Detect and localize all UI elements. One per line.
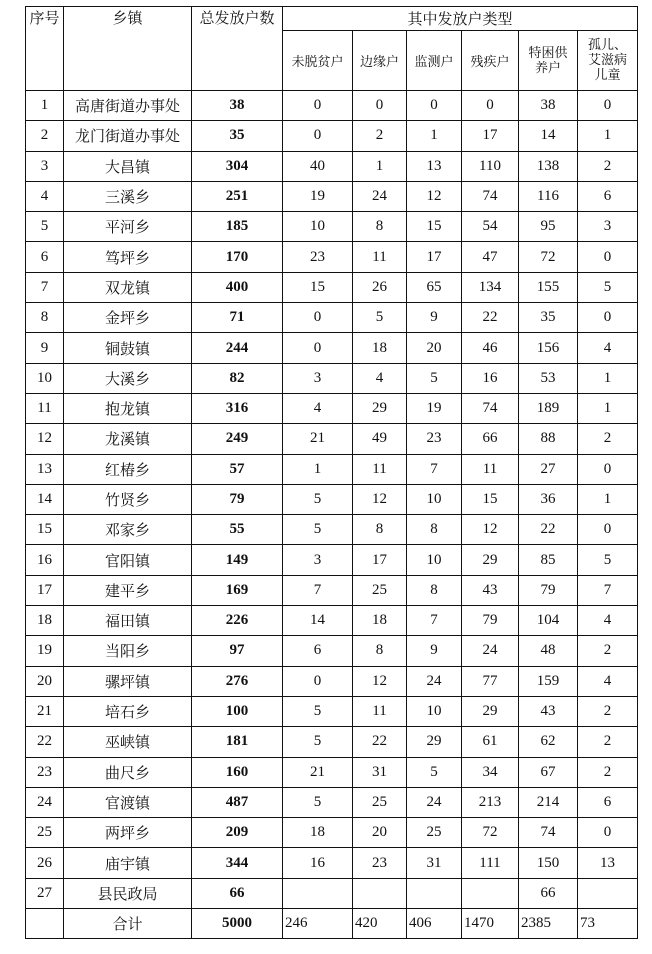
type-orphan-aids-children-cell: 1	[578, 121, 638, 151]
type-disabled-cell: 29	[462, 545, 519, 575]
header-index: 序号	[26, 7, 64, 91]
total-households-cell: 79	[192, 484, 283, 514]
table-row	[26, 454, 638, 484]
row-index-cell: 21	[26, 696, 64, 726]
header-type-group: 其中发放户类型	[283, 7, 638, 31]
type-disabled-cell: 79	[462, 606, 519, 636]
row-index-cell: 9	[26, 333, 64, 363]
township-name-cell: 官阳镇	[64, 545, 192, 575]
township-name-cell: 官渡镇	[64, 787, 192, 817]
summary-type-extreme-poverty: 2385	[519, 909, 578, 939]
total-households-cell: 100	[192, 696, 283, 726]
type-monitored-cell: 19	[407, 393, 462, 423]
row-index-cell: 22	[26, 727, 64, 757]
total-households-cell: 276	[192, 666, 283, 696]
township-name-cell: 大溪乡	[64, 363, 192, 393]
table-row	[26, 272, 638, 302]
type-orphan-aids-children-cell: 4	[578, 666, 638, 696]
table-row	[26, 91, 638, 121]
township-name-cell: 当阳乡	[64, 636, 192, 666]
total-households-cell: 181	[192, 727, 283, 757]
type-disabled-cell: 72	[462, 818, 519, 848]
type-orphan-aids-children-cell: 0	[578, 454, 638, 484]
type-unlifted-cell: 0	[283, 333, 353, 363]
total-households-cell: 38	[192, 91, 283, 121]
type-extreme-poverty-cell: 48	[519, 636, 578, 666]
table-row	[26, 696, 638, 726]
township-name-cell: 平河乡	[64, 212, 192, 242]
type-monitored-cell	[407, 878, 462, 908]
table-row	[26, 727, 638, 757]
row-index-cell: 20	[26, 666, 64, 696]
type-marginal-cell: 12	[353, 666, 407, 696]
type-disabled-cell: 110	[462, 151, 519, 181]
type-disabled-cell: 54	[462, 212, 519, 242]
type-extreme-poverty-cell: 66	[519, 878, 578, 908]
total-households-cell: 35	[192, 121, 283, 151]
type-orphan-aids-children-cell: 13	[578, 848, 638, 878]
type-marginal-cell: 25	[353, 787, 407, 817]
type-marginal-cell: 23	[353, 848, 407, 878]
type-orphan-aids-children-cell: 2	[578, 757, 638, 787]
total-households-cell: 55	[192, 515, 283, 545]
total-households-cell: 185	[192, 212, 283, 242]
header-type-marginal: 边缘户	[353, 31, 407, 91]
type-orphan-aids-children-cell: 1	[578, 484, 638, 514]
total-households-cell: 66	[192, 878, 283, 908]
type-monitored-cell: 23	[407, 424, 462, 454]
type-monitored-cell: 31	[407, 848, 462, 878]
type-extreme-poverty-cell: 74	[519, 818, 578, 848]
type-orphan-aids-children-cell: 6	[578, 181, 638, 211]
type-monitored-cell: 29	[407, 727, 462, 757]
type-orphan-aids-children-cell: 2	[578, 636, 638, 666]
table-row	[26, 181, 638, 211]
total-households-cell: 170	[192, 242, 283, 272]
row-index-cell: 14	[26, 484, 64, 514]
township-name-cell: 骡坪镇	[64, 666, 192, 696]
row-index-cell: 8	[26, 303, 64, 333]
type-monitored-cell: 24	[407, 666, 462, 696]
row-index-cell: 19	[26, 636, 64, 666]
table-row	[26, 636, 638, 666]
type-marginal-cell: 49	[353, 424, 407, 454]
row-index-cell: 13	[26, 454, 64, 484]
table-row	[26, 606, 638, 636]
type-marginal-cell: 29	[353, 393, 407, 423]
type-disabled-cell: 47	[462, 242, 519, 272]
type-marginal-cell: 20	[353, 818, 407, 848]
type-disabled-cell: 16	[462, 363, 519, 393]
row-index-cell: 24	[26, 787, 64, 817]
header-township: 乡镇	[64, 7, 192, 91]
row-index-cell: 5	[26, 212, 64, 242]
township-name-cell: 金坪乡	[64, 303, 192, 333]
table-row	[26, 878, 638, 908]
type-unlifted-cell: 6	[283, 636, 353, 666]
type-disabled-cell: 213	[462, 787, 519, 817]
type-marginal-cell: 4	[353, 363, 407, 393]
type-disabled-cell: 15	[462, 484, 519, 514]
type-extreme-poverty-cell: 104	[519, 606, 578, 636]
type-extreme-poverty-cell: 88	[519, 424, 578, 454]
type-extreme-poverty-cell: 116	[519, 181, 578, 211]
type-marginal-cell: 11	[353, 454, 407, 484]
type-monitored-cell: 1	[407, 121, 462, 151]
row-index-cell: 18	[26, 606, 64, 636]
township-name-cell: 建平乡	[64, 575, 192, 605]
type-extreme-poverty-cell: 189	[519, 393, 578, 423]
type-orphan-aids-children-cell: 2	[578, 696, 638, 726]
type-marginal-cell: 5	[353, 303, 407, 333]
township-name-cell: 福田镇	[64, 606, 192, 636]
type-marginal-cell: 8	[353, 636, 407, 666]
township-name-cell: 笃坪乡	[64, 242, 192, 272]
type-extreme-poverty-cell: 85	[519, 545, 578, 575]
type-disabled-cell: 34	[462, 757, 519, 787]
type-extreme-poverty-cell: 14	[519, 121, 578, 151]
type-extreme-poverty-cell: 156	[519, 333, 578, 363]
total-households-cell: 344	[192, 848, 283, 878]
type-unlifted-cell: 14	[283, 606, 353, 636]
type-marginal-cell: 2	[353, 121, 407, 151]
type-marginal-cell: 11	[353, 242, 407, 272]
table-row	[26, 333, 638, 363]
type-monitored-cell: 8	[407, 515, 462, 545]
type-disabled-cell: 74	[462, 393, 519, 423]
type-monitored-cell: 24	[407, 787, 462, 817]
type-unlifted-cell: 0	[283, 91, 353, 121]
type-extreme-poverty-cell: 72	[519, 242, 578, 272]
table-row	[26, 787, 638, 817]
summary-type-marginal: 420	[353, 909, 407, 939]
type-extreme-poverty-cell: 67	[519, 757, 578, 787]
type-extreme-poverty-cell: 155	[519, 272, 578, 302]
row-index-cell: 12	[26, 424, 64, 454]
type-marginal-cell: 11	[353, 696, 407, 726]
type-unlifted-cell: 1	[283, 454, 353, 484]
type-marginal-cell: 18	[353, 606, 407, 636]
type-orphan-aids-children-cell: 1	[578, 363, 638, 393]
table-row	[26, 151, 638, 181]
type-monitored-cell: 15	[407, 212, 462, 242]
type-monitored-cell: 25	[407, 818, 462, 848]
header-total: 总发放户数	[192, 7, 283, 91]
type-monitored-cell: 5	[407, 363, 462, 393]
type-disabled-cell: 29	[462, 696, 519, 726]
type-monitored-cell: 12	[407, 181, 462, 211]
total-households-cell: 316	[192, 393, 283, 423]
township-name-cell: 两坪乡	[64, 818, 192, 848]
type-unlifted-cell: 4	[283, 393, 353, 423]
type-extreme-poverty-cell: 214	[519, 787, 578, 817]
type-monitored-cell: 10	[407, 484, 462, 514]
type-monitored-cell: 7	[407, 454, 462, 484]
type-extreme-poverty-cell: 159	[519, 666, 578, 696]
type-marginal-cell: 25	[353, 575, 407, 605]
type-monitored-cell: 20	[407, 333, 462, 363]
type-disabled-cell: 134	[462, 272, 519, 302]
type-monitored-cell: 13	[407, 151, 462, 181]
type-marginal-cell: 24	[353, 181, 407, 211]
type-extreme-poverty-cell: 38	[519, 91, 578, 121]
type-orphan-aids-children-cell: 2	[578, 727, 638, 757]
summary-type-monitored: 406	[407, 909, 462, 939]
type-unlifted-cell: 3	[283, 545, 353, 575]
type-disabled-cell: 24	[462, 636, 519, 666]
header-type-monitored: 监测户	[407, 31, 462, 91]
township-name-cell: 双龙镇	[64, 272, 192, 302]
type-unlifted-cell: 0	[283, 303, 353, 333]
row-index-cell: 3	[26, 151, 64, 181]
type-orphan-aids-children-cell: 5	[578, 272, 638, 302]
type-unlifted-cell: 7	[283, 575, 353, 605]
total-households-cell: 160	[192, 757, 283, 787]
type-disabled-cell	[462, 878, 519, 908]
type-extreme-poverty-cell: 53	[519, 363, 578, 393]
table-header	[26, 7, 638, 91]
type-marginal-cell: 22	[353, 727, 407, 757]
type-unlifted-cell: 40	[283, 151, 353, 181]
type-unlifted-cell: 15	[283, 272, 353, 302]
total-households-cell: 169	[192, 575, 283, 605]
total-households-cell: 71	[192, 303, 283, 333]
total-households-cell: 249	[192, 424, 283, 454]
type-unlifted-cell: 21	[283, 757, 353, 787]
township-name-cell: 竹贤乡	[64, 484, 192, 514]
row-index-cell: 15	[26, 515, 64, 545]
type-orphan-aids-children-cell: 4	[578, 606, 638, 636]
total-households-cell: 251	[192, 181, 283, 211]
row-index-cell: 10	[26, 363, 64, 393]
type-marginal-cell: 17	[353, 545, 407, 575]
type-unlifted-cell: 19	[283, 181, 353, 211]
summary-label: 合计	[64, 909, 192, 939]
summary-type-unlifted: 246	[283, 909, 353, 939]
type-orphan-aids-children-cell: 0	[578, 242, 638, 272]
type-marginal-cell: 8	[353, 212, 407, 242]
summary-row	[26, 909, 638, 939]
header-type-extreme-poverty: 特困供养户	[519, 31, 578, 91]
township-name-cell: 培石乡	[64, 696, 192, 726]
relief-distribution-table	[25, 6, 638, 939]
table-row	[26, 484, 638, 514]
summary-type-orphan-aids-children: 73	[578, 909, 638, 939]
total-households-cell: 400	[192, 272, 283, 302]
row-index-cell: 2	[26, 121, 64, 151]
township-name-cell: 三溪乡	[64, 181, 192, 211]
type-disabled-cell: 43	[462, 575, 519, 605]
type-marginal-cell: 31	[353, 757, 407, 787]
type-orphan-aids-children-cell: 2	[578, 424, 638, 454]
township-name-cell: 大昌镇	[64, 151, 192, 181]
table-row	[26, 666, 638, 696]
type-marginal-cell: 26	[353, 272, 407, 302]
row-index-cell: 11	[26, 393, 64, 423]
row-index-cell: 4	[26, 181, 64, 211]
type-extreme-poverty-cell: 43	[519, 696, 578, 726]
type-disabled-cell: 111	[462, 848, 519, 878]
type-monitored-cell: 10	[407, 545, 462, 575]
type-disabled-cell: 66	[462, 424, 519, 454]
type-unlifted-cell: 5	[283, 727, 353, 757]
relief-distribution-table-container	[25, 6, 638, 939]
table-body	[26, 91, 638, 939]
row-index-cell: 23	[26, 757, 64, 787]
row-index-cell: 16	[26, 545, 64, 575]
type-extreme-poverty-cell: 36	[519, 484, 578, 514]
type-unlifted-cell: 18	[283, 818, 353, 848]
total-households-cell: 82	[192, 363, 283, 393]
township-name-cell: 龙门街道办事处	[64, 121, 192, 151]
township-name-cell: 龙溪镇	[64, 424, 192, 454]
type-unlifted-cell: 0	[283, 121, 353, 151]
summary-index-cell	[26, 909, 64, 939]
type-extreme-poverty-cell: 150	[519, 848, 578, 878]
type-monitored-cell: 9	[407, 636, 462, 666]
type-unlifted-cell: 10	[283, 212, 353, 242]
type-unlifted-cell: 21	[283, 424, 353, 454]
table-row	[26, 212, 638, 242]
row-index-cell: 27	[26, 878, 64, 908]
type-monitored-cell: 9	[407, 303, 462, 333]
summary-type-disabled: 1470	[462, 909, 519, 939]
table-row	[26, 545, 638, 575]
table-row	[26, 303, 638, 333]
type-orphan-aids-children-cell: 7	[578, 575, 638, 605]
type-monitored-cell: 8	[407, 575, 462, 605]
type-monitored-cell: 0	[407, 91, 462, 121]
type-marginal-cell: 0	[353, 91, 407, 121]
summary-total: 5000	[192, 909, 283, 939]
type-orphan-aids-children-cell	[578, 878, 638, 908]
township-name-cell: 铜鼓镇	[64, 333, 192, 363]
type-orphan-aids-children-cell: 1	[578, 393, 638, 423]
type-unlifted-cell: 5	[283, 696, 353, 726]
township-name-cell: 高唐街道办事处	[64, 91, 192, 121]
township-name-cell: 县民政局	[64, 878, 192, 908]
type-disabled-cell: 17	[462, 121, 519, 151]
type-extreme-poverty-cell: 35	[519, 303, 578, 333]
total-households-cell: 149	[192, 545, 283, 575]
type-disabled-cell: 77	[462, 666, 519, 696]
type-orphan-aids-children-cell: 4	[578, 333, 638, 363]
type-monitored-cell: 65	[407, 272, 462, 302]
type-monitored-cell: 17	[407, 242, 462, 272]
row-index-cell: 26	[26, 848, 64, 878]
township-name-cell: 曲尺乡	[64, 757, 192, 787]
total-households-cell: 244	[192, 333, 283, 363]
township-name-cell: 红椿乡	[64, 454, 192, 484]
total-households-cell: 226	[192, 606, 283, 636]
total-households-cell: 304	[192, 151, 283, 181]
type-marginal-cell: 12	[353, 484, 407, 514]
type-extreme-poverty-cell: 79	[519, 575, 578, 605]
type-orphan-aids-children-cell: 5	[578, 545, 638, 575]
type-unlifted-cell: 5	[283, 787, 353, 817]
township-name-cell: 庙宇镇	[64, 848, 192, 878]
type-marginal-cell: 1	[353, 151, 407, 181]
type-orphan-aids-children-cell: 0	[578, 818, 638, 848]
type-unlifted-cell	[283, 878, 353, 908]
type-disabled-cell: 11	[462, 454, 519, 484]
table-row	[26, 515, 638, 545]
row-index-cell: 17	[26, 575, 64, 605]
type-orphan-aids-children-cell: 0	[578, 515, 638, 545]
table-row	[26, 363, 638, 393]
type-unlifted-cell: 23	[283, 242, 353, 272]
row-index-cell: 7	[26, 272, 64, 302]
type-extreme-poverty-cell: 138	[519, 151, 578, 181]
type-unlifted-cell: 5	[283, 515, 353, 545]
table-row	[26, 242, 638, 272]
type-extreme-poverty-cell: 95	[519, 212, 578, 242]
header-type-unlifted: 未脱贫户	[283, 31, 353, 91]
type-disabled-cell: 0	[462, 91, 519, 121]
type-orphan-aids-children-cell: 2	[578, 151, 638, 181]
header-type-disabled: 残疾户	[462, 31, 519, 91]
type-monitored-cell: 5	[407, 757, 462, 787]
type-marginal-cell: 8	[353, 515, 407, 545]
type-orphan-aids-children-cell: 6	[578, 787, 638, 817]
type-orphan-aids-children-cell: 0	[578, 303, 638, 333]
township-name-cell: 抱龙镇	[64, 393, 192, 423]
type-extreme-poverty-cell: 27	[519, 454, 578, 484]
type-unlifted-cell: 3	[283, 363, 353, 393]
row-index-cell: 25	[26, 818, 64, 848]
table-row	[26, 424, 638, 454]
total-households-cell: 97	[192, 636, 283, 666]
total-households-cell: 57	[192, 454, 283, 484]
type-disabled-cell: 12	[462, 515, 519, 545]
type-monitored-cell: 7	[407, 606, 462, 636]
township-name-cell: 邓家乡	[64, 515, 192, 545]
type-disabled-cell: 61	[462, 727, 519, 757]
table-row	[26, 393, 638, 423]
type-unlifted-cell: 0	[283, 666, 353, 696]
row-index-cell: 1	[26, 91, 64, 121]
type-extreme-poverty-cell: 22	[519, 515, 578, 545]
table-row	[26, 818, 638, 848]
type-unlifted-cell: 5	[283, 484, 353, 514]
type-extreme-poverty-cell: 62	[519, 727, 578, 757]
type-disabled-cell: 46	[462, 333, 519, 363]
type-disabled-cell: 74	[462, 181, 519, 211]
table-row	[26, 848, 638, 878]
row-index-cell: 6	[26, 242, 64, 272]
type-marginal-cell: 18	[353, 333, 407, 363]
total-households-cell: 487	[192, 787, 283, 817]
type-unlifted-cell: 16	[283, 848, 353, 878]
type-marginal-cell	[353, 878, 407, 908]
table-row	[26, 121, 638, 151]
township-name-cell: 巫峡镇	[64, 727, 192, 757]
total-households-cell: 209	[192, 818, 283, 848]
table-row	[26, 575, 638, 605]
header-type-orphan-aids-children: 孤儿、艾滋病儿童	[578, 31, 638, 91]
type-disabled-cell: 22	[462, 303, 519, 333]
table-row	[26, 757, 638, 787]
type-orphan-aids-children-cell: 3	[578, 212, 638, 242]
type-orphan-aids-children-cell: 0	[578, 91, 638, 121]
type-monitored-cell: 10	[407, 696, 462, 726]
